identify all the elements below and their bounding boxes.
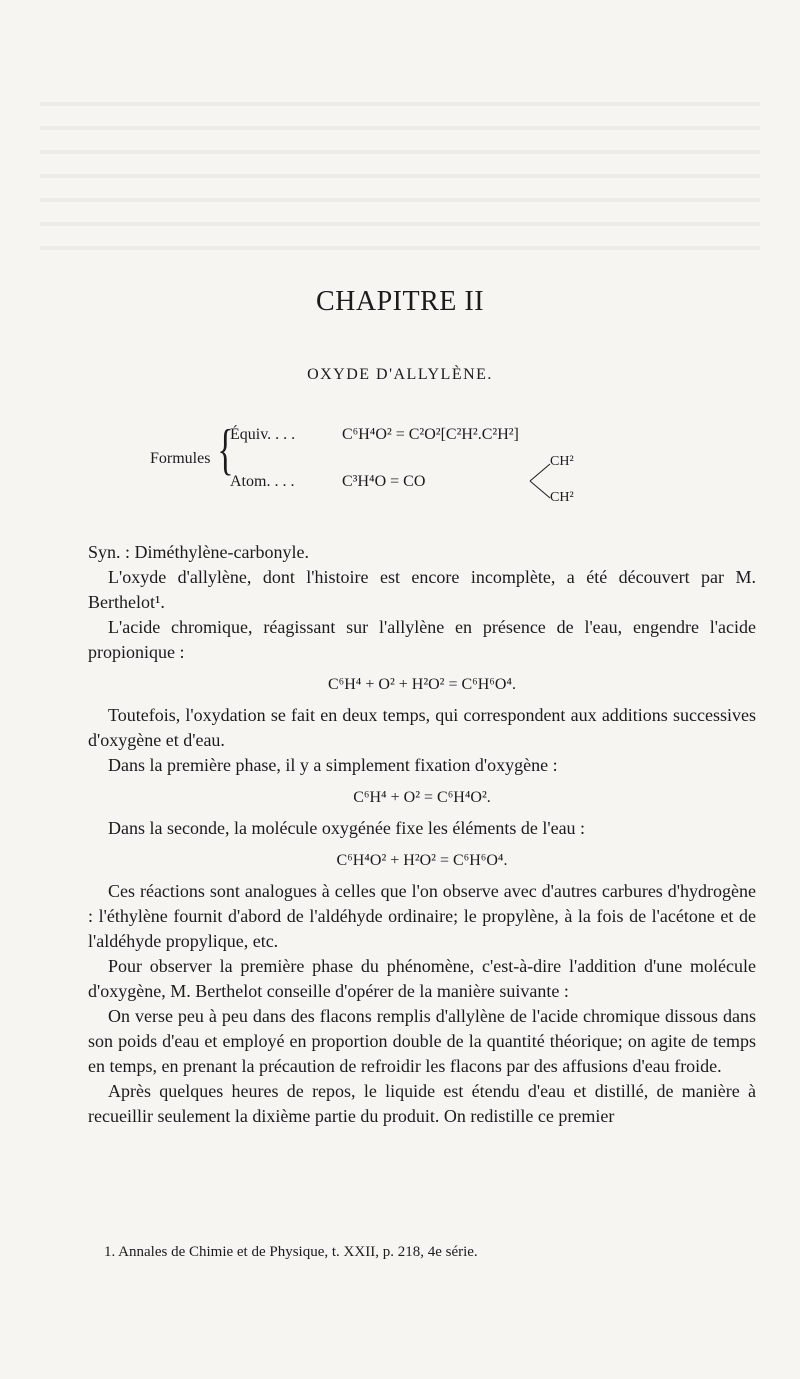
- formulas-label: Formules: [150, 450, 211, 467]
- synonym-line: Syn. : Diméthylène-carbonyle.: [88, 542, 309, 562]
- bleed-through-text: [40, 82, 760, 262]
- paragraph: Dans la première phase, il y a simplement fixation d'oxygène :: [108, 755, 558, 775]
- atom-label: Atom. . . .: [230, 473, 295, 490]
- branch-lines: [528, 456, 552, 506]
- paragraph: Après quelques heures de repos, le liquide est étendu d'eau et distillé, de manière à recueillir seulement la dixième partie du produit. On redistille ce premier: [88, 1081, 756, 1126]
- section-title: OXYDE D'ALLYLÈNE.: [307, 366, 493, 383]
- equation: C⁶H⁴ + O² = C⁶H⁴O².: [353, 789, 491, 806]
- paragraph: L'acide chromique, réagissant sur l'allylène en présence de l'eau, engendre l'acide propionique :: [88, 617, 756, 662]
- branch-bottom: CH²: [550, 490, 574, 505]
- body-text: [88, 540, 756, 1129]
- atom-formula: C³H⁴O = CO: [342, 473, 426, 490]
- equation: C⁶H⁴ + O² + H²O² = C⁶H⁶O⁴.: [327, 676, 517, 693]
- brace-glyph: {: [217, 419, 234, 481]
- chapter-title: CHAPITRE II: [315, 286, 485, 317]
- paragraph: Pour observer la première phase du phénomène, c'est-à-dire l'addition d'une molécule d'oxygène, M. Berthelot conseille d'opérer de la manière suivante :: [88, 956, 756, 1001]
- paragraph: Ces réactions sont analogues à celles que l'on observe avec d'autres carbures d'hydrogène : l'éthylène fournit d'abord de l'aldéhyde ordinaire; le propylène, à la fois de l'acétone et de l'aldéhyde propylique, etc.: [88, 881, 756, 951]
- formula-block: [150, 418, 670, 508]
- paragraph: On verse peu à peu dans des flacons remplis d'allylène de l'acide chromique dissous dans son poids d'eau et employé en proportion double de la quantité théorique; on agite de temps en temps, en prenant la précaution de refroidir les flacons par des affusions d'eau froide.: [88, 1006, 756, 1076]
- paragraph: L'oxyde d'allylène, dont l'histoire est encore incomplète, a été découvert par M. Berthelot¹.: [88, 567, 756, 612]
- paragraph: Toutefois, l'oxydation se fait en deux temps, qui correspondent aux additions successives d'oxygène et d'eau.: [88, 705, 756, 750]
- equiv-formula: C⁶H⁴O² = C²O²[C²H².C²H²]: [342, 426, 519, 443]
- equation: C⁶H⁴O² + H²O² = C⁶H⁶O⁴.: [336, 852, 508, 869]
- branch-top: CH²: [550, 454, 574, 469]
- paragraph: Dans la seconde, la molécule oxygénée fixe les éléments de l'eau :: [108, 818, 586, 838]
- equiv-label: Équiv. . . .: [230, 426, 296, 443]
- footnote: 1. Annales de Chimie et de Physique, t. XXII, p. 218, 4e série.: [104, 1244, 478, 1260]
